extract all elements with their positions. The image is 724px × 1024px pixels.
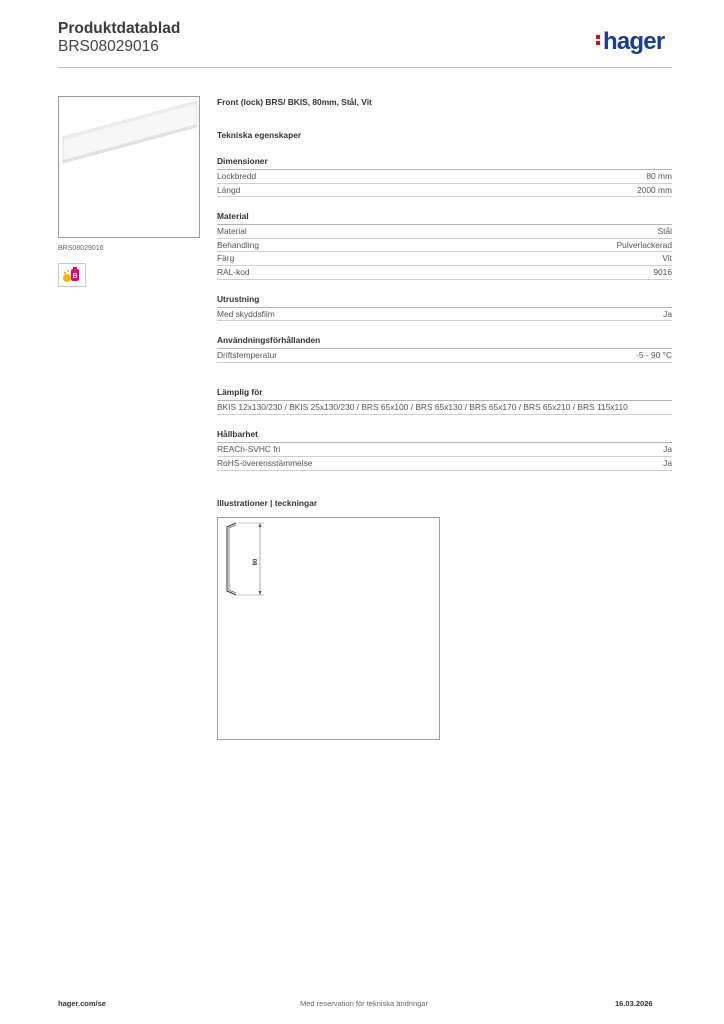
svg-text:B: B xyxy=(72,273,78,280)
spec-label: Med skyddsfilm xyxy=(217,308,275,319)
spec-row xyxy=(217,239,672,253)
illustrations-heading: Illustrationer | teckningar xyxy=(217,498,318,508)
section-utrustning xyxy=(217,294,672,322)
section-heading: Lämplig för xyxy=(217,387,672,401)
image-caption: BRS08029016 xyxy=(58,245,104,252)
spec-label: RAL-kod xyxy=(217,266,250,277)
spec-label: Lockbredd xyxy=(217,171,257,181)
section-heading: Dimensioner xyxy=(217,156,672,170)
dimension-label: 80 xyxy=(253,558,259,566)
spec-value: 9016 xyxy=(653,266,672,277)
header-divider xyxy=(58,67,672,68)
section-anvandningsforhallanden xyxy=(217,335,672,363)
product-code-heading: BRS08029016 xyxy=(58,38,159,55)
section-heading: Användningsförhållanden xyxy=(217,335,672,349)
spec-label: RoHS-överensstämmelse xyxy=(217,457,313,468)
spec-value: 2000 mm xyxy=(637,184,672,195)
section-hallbarhet xyxy=(217,429,672,470)
cover-profile-drawing xyxy=(218,518,439,739)
spec-value: Vit xyxy=(662,253,672,264)
spec-label: Material xyxy=(217,226,247,237)
spec-row xyxy=(217,184,672,198)
technical-properties-heading: Tekniska egenskaper xyxy=(217,130,302,140)
spec-row xyxy=(217,308,672,322)
spec-row xyxy=(217,443,672,457)
spec-row xyxy=(217,457,672,471)
section-heading: Utrustning xyxy=(217,294,672,308)
section-dimensioner xyxy=(217,156,672,197)
footer-disclaimer: Med reservation för tekniska ändringar xyxy=(300,999,428,1008)
product-cover-illustration xyxy=(59,97,199,237)
logo-dots xyxy=(596,33,601,47)
spec-label: Behandling xyxy=(217,239,259,250)
spec-row xyxy=(217,349,672,363)
spray-paint-icon xyxy=(58,263,86,287)
hager-logo xyxy=(596,28,664,56)
compatibility-list: BKIS 12x130/230 / BKIS 25x130/230 / BRS 65x100 / BRS 65x130 / BRS 65x170 / BRS 65x210 / BRS 115x110 xyxy=(217,401,672,416)
spec-value: -5 - 90 °C xyxy=(636,350,672,361)
specification-column xyxy=(217,97,672,471)
document-title: Produktdatablad xyxy=(58,20,181,37)
section-lamplig-for xyxy=(217,387,672,416)
logo-text: hager xyxy=(603,28,665,55)
product-title: Front (lock) BRS/ BKIS, 80mm, Stål, Vit xyxy=(217,97,372,107)
spec-value: 80 mm xyxy=(646,171,672,181)
section-heading: Hållbarhet xyxy=(217,429,672,443)
spec-row xyxy=(217,252,672,266)
spec-label: Färg xyxy=(217,253,235,264)
section-heading: Material xyxy=(217,211,672,225)
spec-value: Ja xyxy=(663,457,672,468)
product-image xyxy=(58,96,200,238)
spec-value: Ja xyxy=(663,444,672,455)
footer-website-link[interactable]: hager.com/se xyxy=(58,999,106,1008)
spec-value: Ja xyxy=(663,308,672,319)
spec-row xyxy=(217,266,672,280)
spec-value: Stål xyxy=(657,226,672,237)
footer-date: 16.03.2026 xyxy=(615,999,653,1008)
spec-label: Längd xyxy=(217,184,241,195)
spec-label: Driftstemperatur xyxy=(217,350,278,361)
spec-row xyxy=(217,225,672,239)
section-material xyxy=(217,211,672,279)
spec-row xyxy=(217,170,672,184)
spec-label: REACh-SVHC fri xyxy=(217,444,281,455)
technical-drawing xyxy=(217,517,440,740)
spec-value: Pulverlackerad xyxy=(616,239,672,250)
